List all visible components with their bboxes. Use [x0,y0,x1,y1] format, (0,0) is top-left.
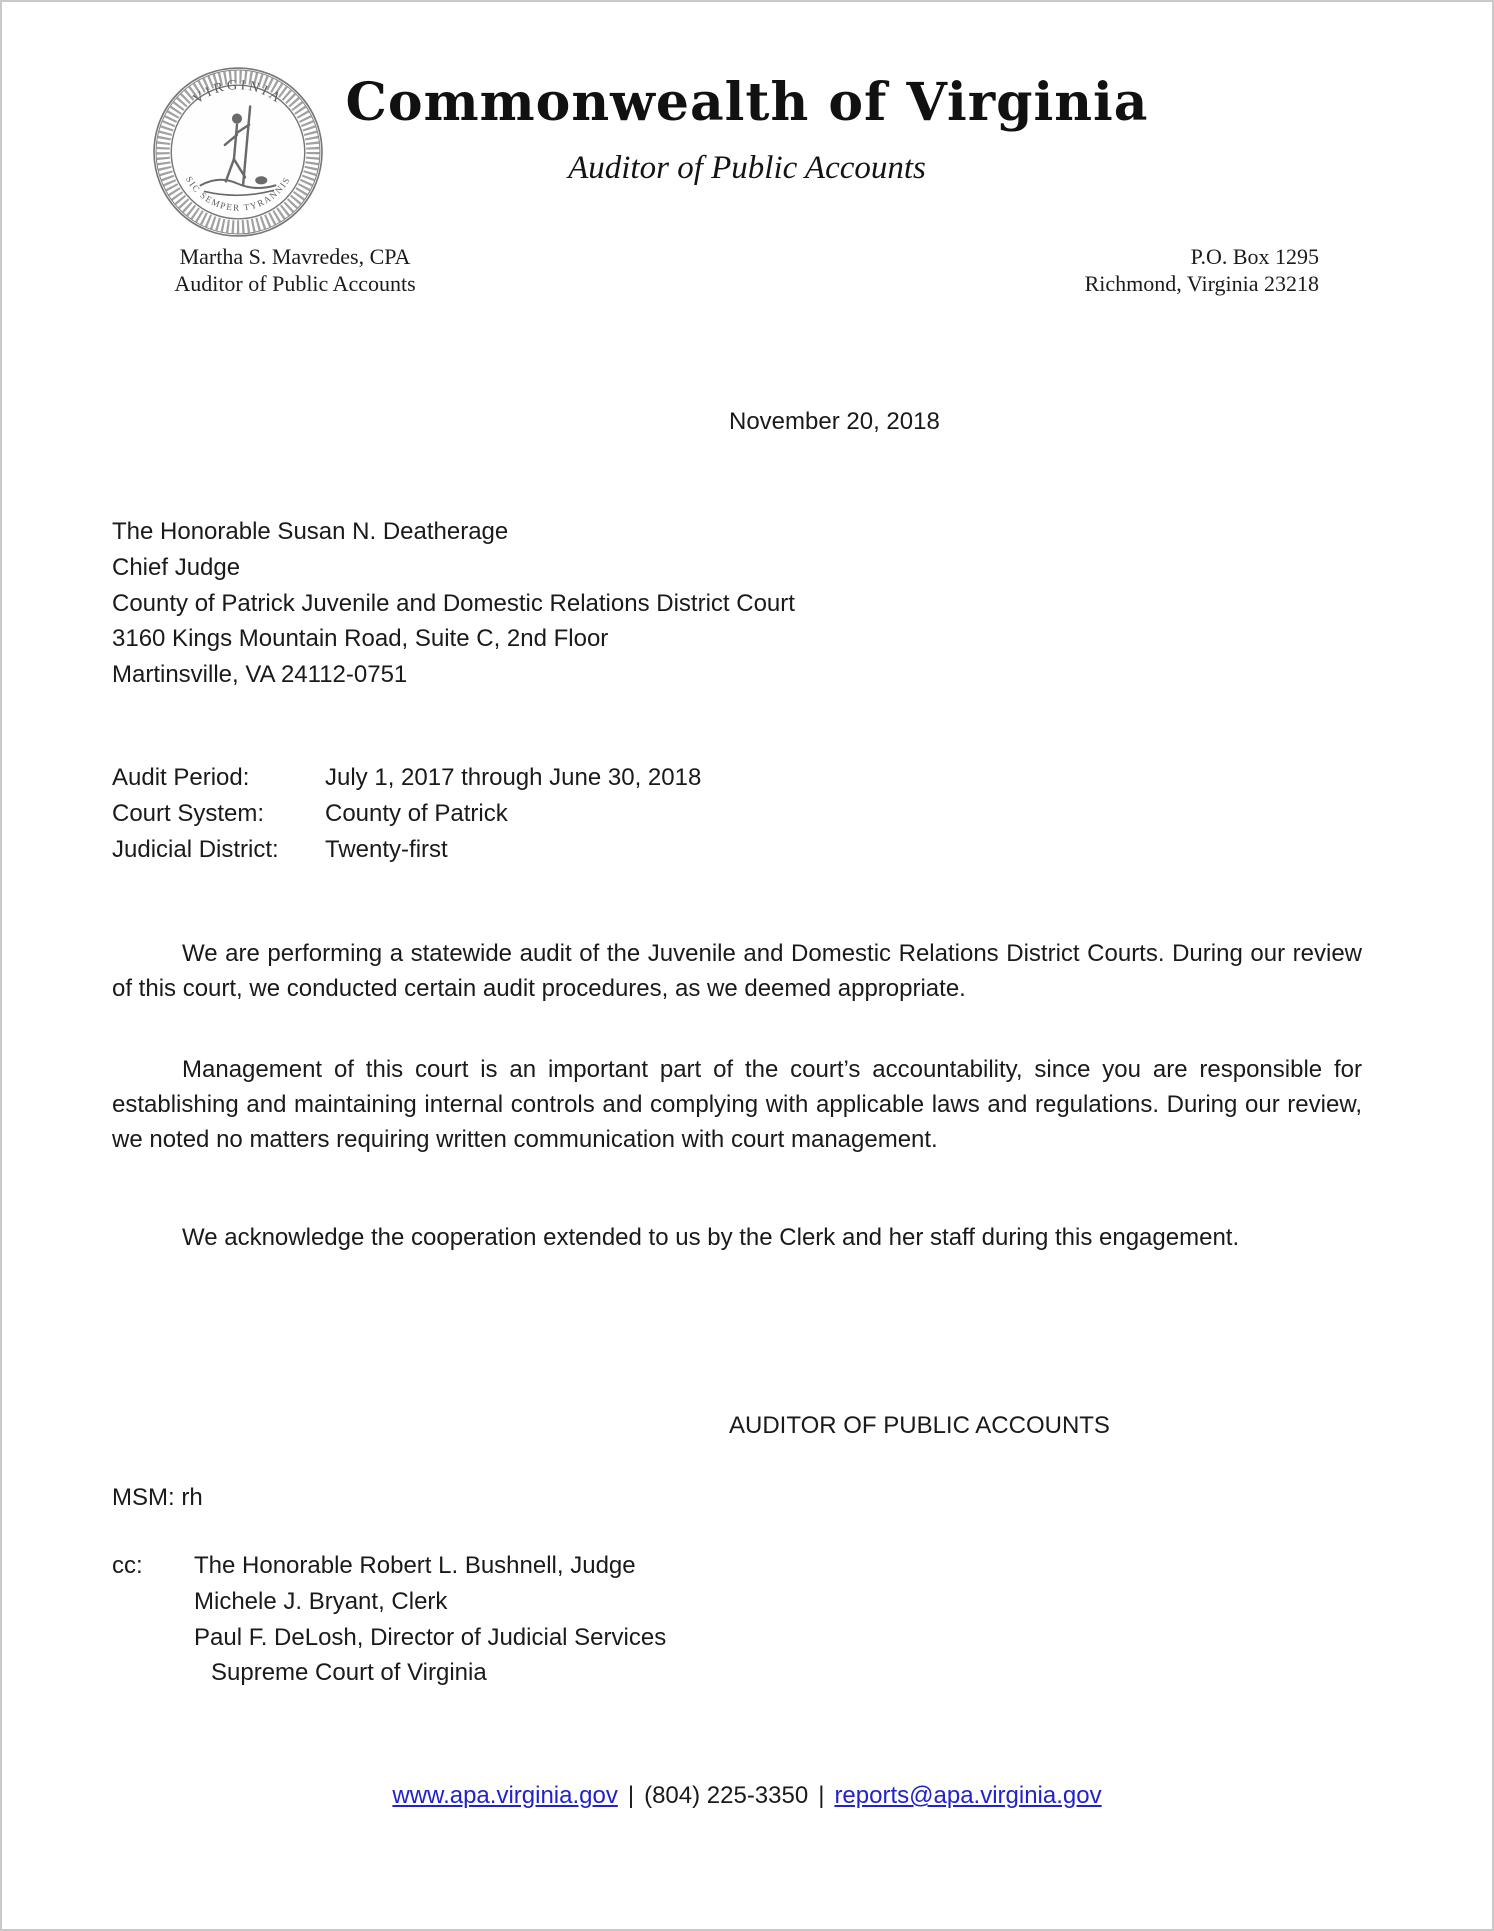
cc-block [112,1548,666,1691]
recipient-title: Chief Judge [112,553,241,581]
recipient-name: The Honorable Susan N. Deatherage [112,518,509,545]
detail-row-court-system [112,796,701,832]
detail-label: Judicial District: [112,835,279,863]
letter-date: November 20, 2018 [729,408,940,435]
recipient-court: County of Patrick Juvenile and Domestic Relations District Court [112,589,795,617]
officer-block [150,243,440,297]
return-address-block [1019,243,1319,297]
cc-recipient: Supreme Court of Virginia [211,1659,487,1687]
po-box-line: P.O. Box 1295 [1190,244,1319,269]
detail-value: County of Patrick [325,799,508,827]
footer-separator: | [818,1782,825,1809]
officer-name: Martha S. Mavredes, CPA [179,244,411,269]
org-subtitle: Auditor of Public Accounts [568,150,926,186]
letter-footer [2,1782,1492,1810]
recipient-city: Martinsville, VA 24112-0751 [112,661,408,689]
detail-row-judicial-district [112,832,701,868]
reference-initials: MSM: rh [112,1484,203,1511]
body-paragraph: We acknowledge the cooperation extended to us by the Clerk and her staff during this engagement. [182,1224,1240,1251]
detail-value: July 1, 2017 through June 30, 2018 [325,764,702,791]
cc-recipient: Michele J. Bryant, Clerk [194,1587,448,1615]
audit-details-block [112,760,701,867]
cc-recipient: The Honorable Robert L. Bushnell, Judge [194,1552,636,1579]
detail-value: Twenty-first [325,835,448,863]
footer-phone: (804) 225-3350 [644,1782,809,1809]
svg-text:VIRGINIA: VIRGINIA [190,77,286,108]
recipient-street: 3160 Kings Mountain Road, Suite C, 2nd Floor [112,625,609,653]
detail-label: Audit Period: [112,764,250,791]
detail-row-audit-period [112,760,701,796]
email-link[interactable]: reports@apa.virginia.gov [834,1782,1102,1809]
recipient-address-block [112,514,795,693]
detail-label: Court System: [112,799,265,827]
officer-title: Auditor of Public Accounts [174,271,416,296]
footer-separator: | [627,1782,635,1809]
body-paragraph: Management of this court is an important part of the court’s accountability, since you are responsible for establishing and maintaining internal controls and complying with applicable laws and regulations. During our review, we noted no matters requiring written communication with court management. [112,1056,1362,1153]
svg-text:SIC SEMPER TYRANNIS: SIC SEMPER TYRANNIS [183,174,293,213]
city-state-zip-line: Richmond, Virginia 23218 [1084,271,1319,296]
body-paragraph: We are performing a statewide audit of the Juvenile and Domestic Relations District Courts. During our review of this court, we conducted certain audit procedures, as we deemed appropriate. [112,940,1362,1002]
signature-line: AUDITOR OF PUBLIC ACCOUNTS [729,1412,1110,1439]
org-title: Commonwealth of Virginia [345,72,1149,133]
website-link[interactable]: www.apa.virginia.gov [392,1782,618,1809]
cc-label: cc: [112,1552,143,1579]
cc-names [194,1548,666,1691]
cc-recipient: Paul F. DeLosh, Director of Judicial Services [194,1623,667,1651]
